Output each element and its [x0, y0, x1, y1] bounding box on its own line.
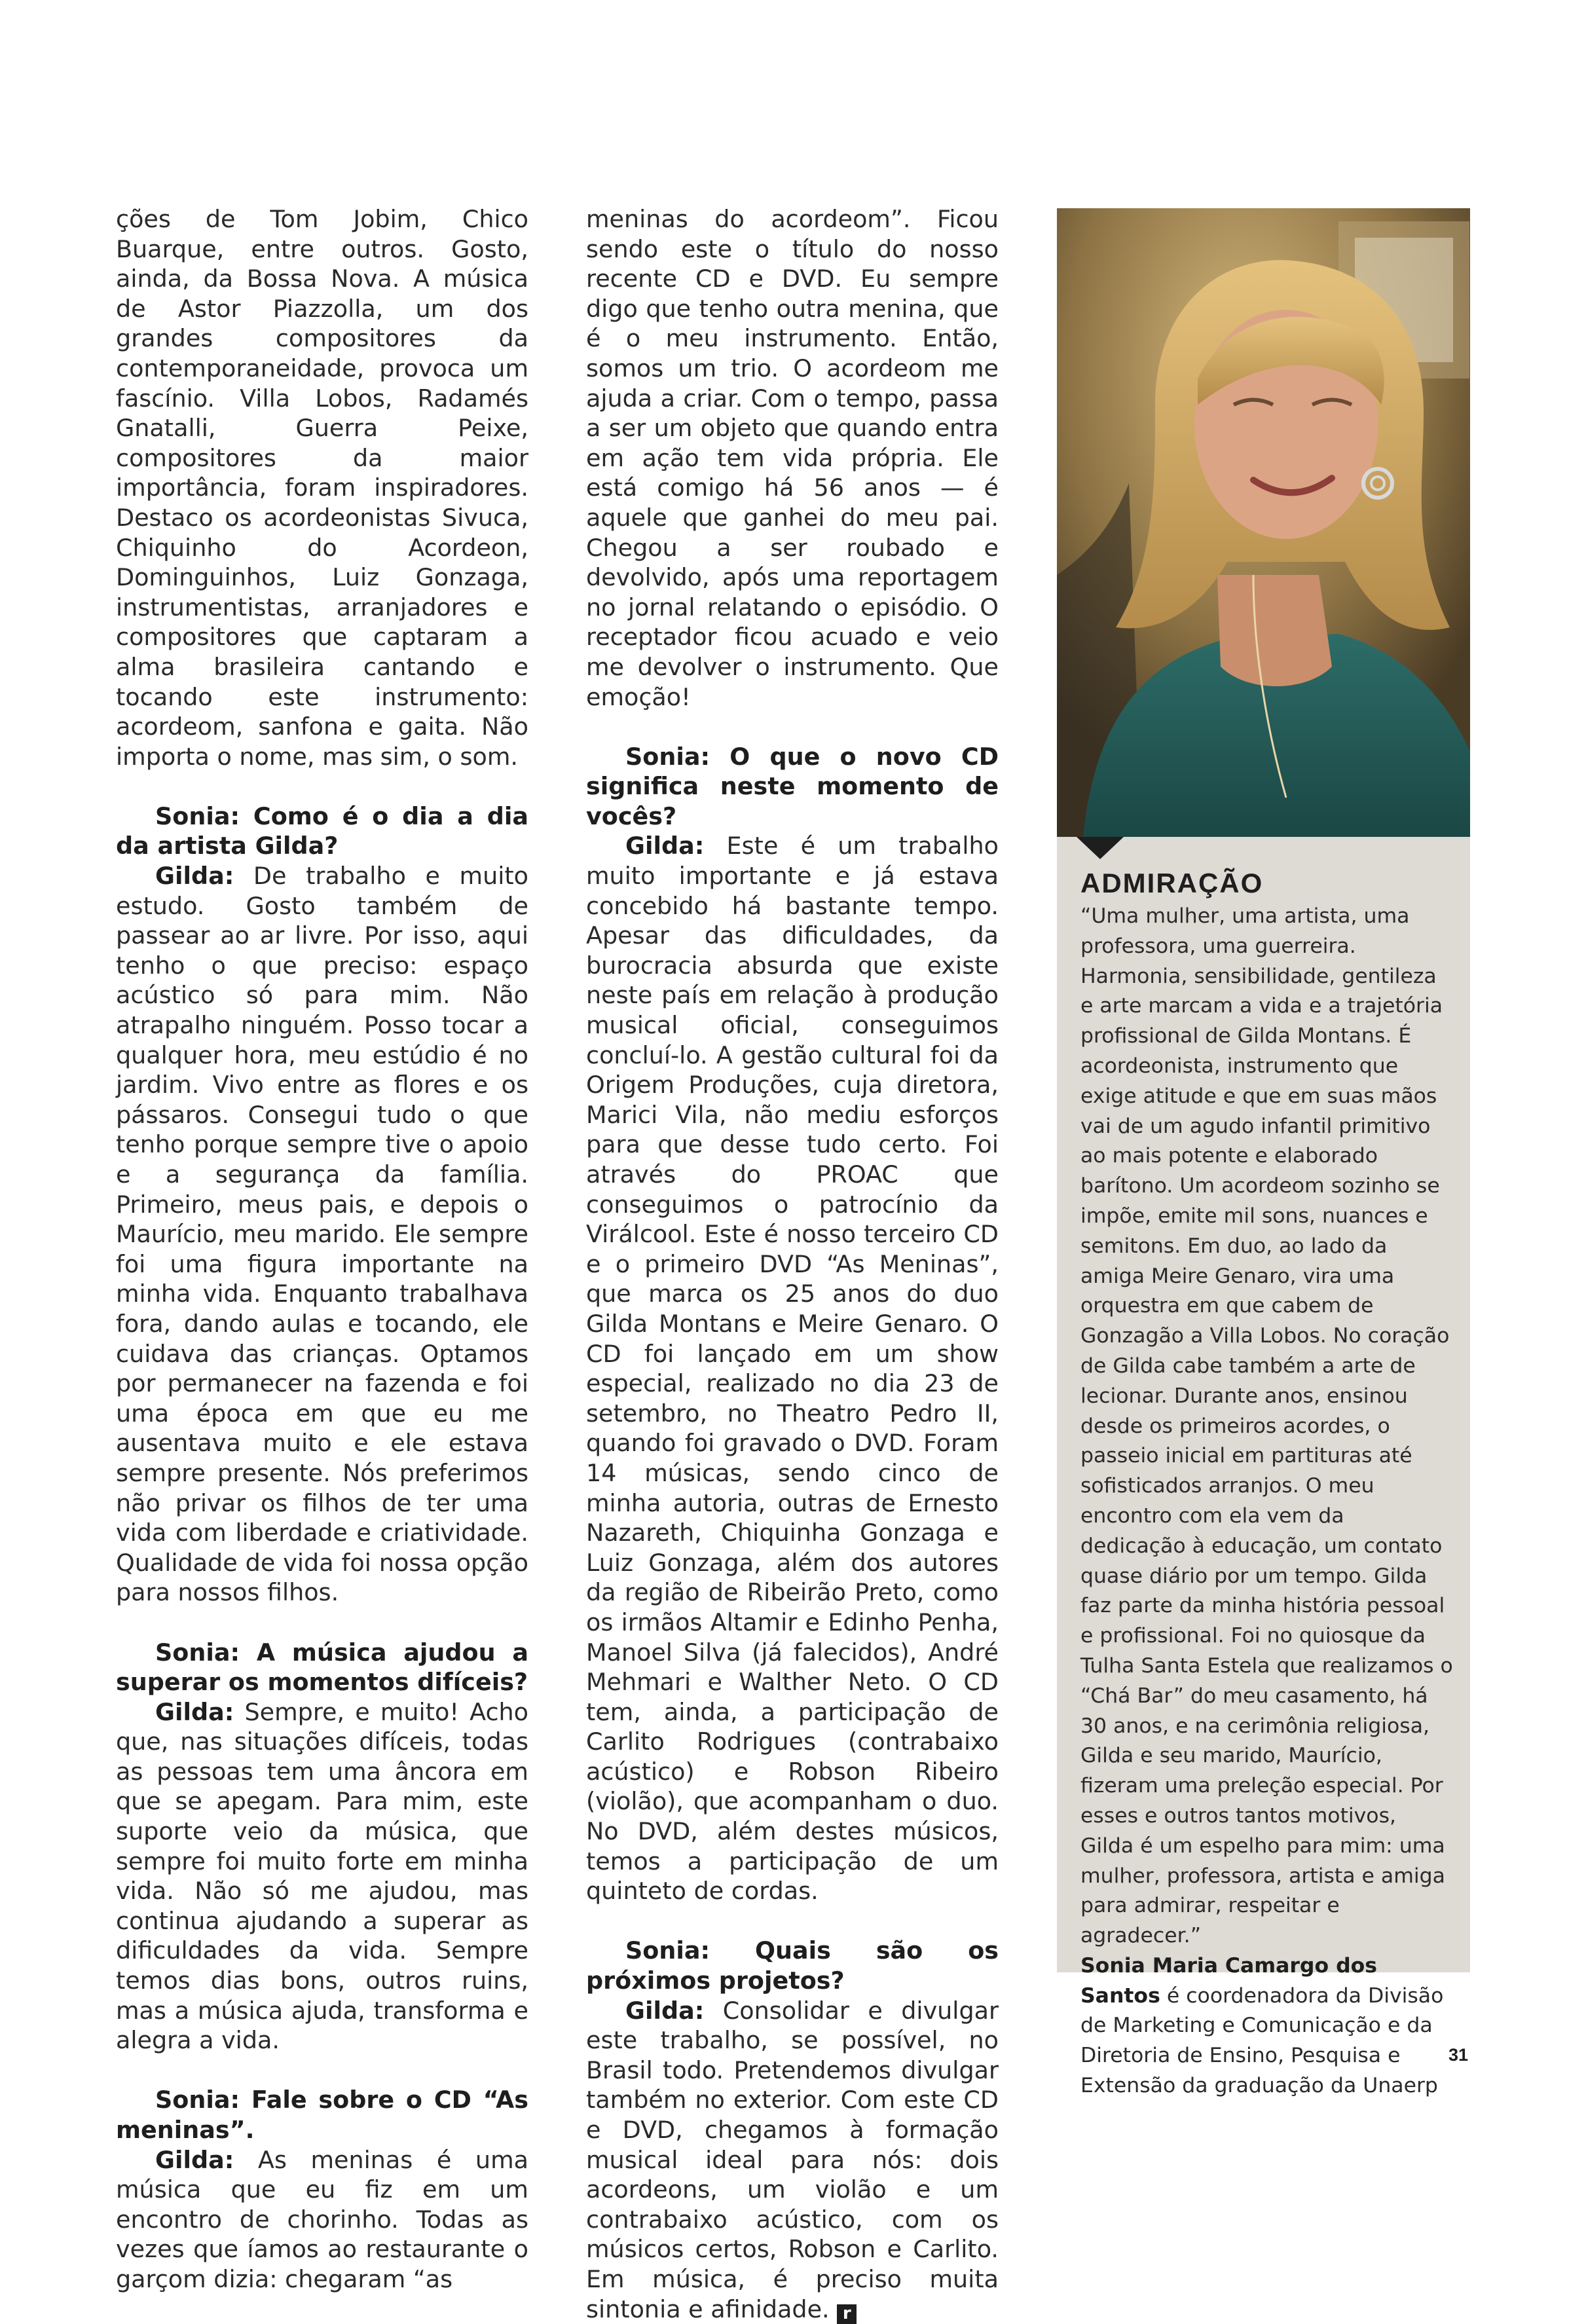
speaker-label: Gilda: [155, 1697, 234, 1726]
interview-answer [116, 2145, 528, 2295]
interview-question: Sonia: Como é o dia a dia da artista Gilda? [116, 802, 528, 860]
answer-text: Sempre, e muito! Acho que, nas situações difíceis, todas as pessoas tem uma âncora em que se apegam. Para mim, este suporte veio da música, que sempre foi muito forte em minha vida. Não só me ajudou, mas continua ajudando a superar as dificuldades da vida. Sempre temos dias bons, outros ruins, mas a música ajuda, transforma e alegra a vida. [116, 1697, 528, 2055]
caption-pointer-icon [1077, 837, 1124, 859]
answer-text: De trabalho e muito estudo. Gosto também de passear ao ar livre. Por isso, aqui tenho o que preciso: espaço acústico só para mim. Não atrapalho ninguém. Posso tocar a qualquer hora, meu estúdio é no jardim. Vivo entre as flores e os pássaros. Consegui tudo o que tenho porque sempre tive o apoio e a segurança da família. Primeiro, meus pais, e depois o Maurício, meu marido. Ele sempre foi uma figura importante na minha vida. Enquanto trabalhava fora, dando aulas e tocando, ele cuidava das crianças. Optamos por permanecer na fazenda e foi uma época em que eu me ausentava muito e ele estava sempre presente. Nós preferimos não privar os filhos de ter uma vida com liberdade e criatividade. Qualidade de vida foi nossa opção para nossos filhos. [116, 862, 528, 1607]
interview-answer [586, 831, 999, 1906]
answer-text: Este é um trabalho muito importante e já estava concebido há bastante tempo. Apesar das dificuldades, da burocracia absurda que existe neste país em relação à produção musical oficial, conseguimos concluí-lo. A gestão cultural foi da Origem Produções, cuja diretora, Marici Vila, não mediu esforços para que desse tudo certo. Foi através do PROAC que conseguimos o patrocínio da Virálcool. Este é nosso terceiro CD e o primeiro DVD “As Meninas”, que marca os 25 anos do duo Gilda Montans e Meire Genaro. O CD foi lançado em um show especial, realizado no dia 23 de setembro, no Theatro Pedro II, quando foi gravado o DVD. Foram 14 músicas, sendo cinco de minha autoria, outras de Ernesto Nazareth, Chiquinha Gonzaga e Luiz Gonzaga, além dos autores da região de Ribeirão Preto, como os irmãos Altamir e Edinho Penha, Manoel Silva (já falecidos), André Mehmari e Walther Neto. O CD tem, ainda, a participação de Carlito Rodrigues (contrabaixo acústico) e Robson Ribeiro (violão), que acompanham o duo. No DVD, além destes músicos, temos a participação de um quinteto de cordas. [586, 832, 999, 1906]
sidebar-author-description: é coordenadora da Divisão de Marketing e Comunicação e da Diretoria de Ensino, Pesquisa e Extensão da graduação da Unaerp [1080, 1983, 1444, 2098]
speaker-label: Gilda: [155, 862, 234, 891]
paragraph: meninas do acordeom”. Ficou sendo este o título do nosso recente CD e DVD. Eu sempre digo que tenho outra menina, que é o meu instrumento. Então, somos um trio. O acordeom me ajuda a criar. Com o tempo, passa a ser um objeto que quando entra em ação tem vida própria. Ele está comigo há 56 anos — é aquele que ganhei do meu pai. Chegou a ser roubado e devolvido, após uma reportagem no jornal relatando o episódio. O receptador ficou acuado e veio me devolver o instrumento. Que emoção! [586, 205, 999, 711]
sidebar-author: Sonia Maria Camargo dos Santos [1080, 1953, 1378, 2008]
article-column-2 [586, 204, 999, 2324]
interview-answer [116, 1697, 528, 2056]
speaker-label: Gilda: [155, 2145, 234, 2174]
sidebar-text [1080, 865, 1454, 2101]
sidebar-quote: “Uma mulher, uma artista, uma professora, uma guerreira. Harmonia, sensibilidade, gentileza e arte marcam a vida e a trajetória profissional de Gilda Montans. É acordeonista, instrumento que exige atitude e que em suas mãos vai de um agudo infantil primitivo ao mais potente e elaborado barítono. Um acordeom sozinho se impõe, emite mil sons, nuances e semitons. Em duo, ao lado da amiga Meire Genaro, vira uma orquestra em que cabem de Gonzagão a Villa Lobos. No coração de Gilda cabe também a arte de lecionar. Durante anos, ensinou desde os primeiros acordes, o passeio inicial em partituras até sofisticados arranjos. O meu encontro com ela vem da dedicação à educação, um contato quase diário por um tempo. Gilda faz parte da minha história pessoal e profissional. Foi no quiosque da Tulha Santa Estela que realizamos o “Chá Bar” do meu casamento, há 30 anos, e na cerimônia religiosa, Gilda e seu marido, Maurício, fizeram uma preleção especial. Por esses e outros tantos motivos, Gilda é um espelho para mim: uma mulher, professora, artista e amiga para admirar, respeitar e agradecer.” [1080, 904, 1453, 1948]
paragraph: ções de Tom Jobim, Chico Buarque, entre outros. Gosto, ainda, da Bossa Nova. A música de Astor Piazzolla, um dos grandes compositores da contemporaneidade, provoca um fascínio. Villa Lobos, Radamés Gnatalli, Guerra Peixe, compositores da maior importância, foram inspiradores. Destaco os acordeonistas Sivuca, Chiquinho do Acordeon, Dominguinhos, Luiz Gonzaga, instrumentistas, arranjadores e compositores que captaram a alma brasileira cantando e tocando este instrumento: acordeom, sanfona e gaita. Não importa o nome, mas sim, o som. [116, 205, 528, 771]
article-column-1 [116, 204, 528, 2295]
speaker-label: Gilda: [625, 832, 705, 860]
interview-question: Sonia: O que o novo CD significa neste momento de vocês? [586, 742, 999, 830]
portrait-illustration [1057, 208, 1470, 837]
interview-answer [586, 1996, 999, 2324]
sidebar-author-block [1080, 1951, 1454, 2101]
sidebar-title: ADMIRAÇÃO [1080, 868, 1264, 898]
portrait-photo [1057, 208, 1470, 837]
answer-text: Consolidar e divulgar este trabalho, se possível, no Brasil todo. Pretendemos divulgar também no exterior. Com este CD e DVD, chegamos à formação musical ideal para nós: dois acordeons, um violão e um contrabaixo acústico, com os músicos certos, Robson e Carlito. Em música, é preciso muita sintonia e afinidade. [586, 1996, 999, 2323]
interview-question: Sonia: A música ajudou a superar os momentos difíceis? [116, 1638, 528, 1697]
answer-text: As meninas é uma música que eu fiz em um encontro de chorinho. Todas as vezes que íamos ao restaurante o garçom dizia: chegaram “as [116, 2145, 528, 2293]
interview-answer [116, 861, 528, 1608]
speaker-label: Gilda: [625, 1996, 705, 2025]
interview-question: Sonia: Fale sobre o CD “As meninas”. [116, 2086, 528, 2144]
interview-question: Sonia: Quais são os próximos projetos? [586, 1936, 999, 1995]
end-of-article-icon: r [837, 2304, 857, 2324]
page-number: 31 [1448, 2045, 1469, 2065]
